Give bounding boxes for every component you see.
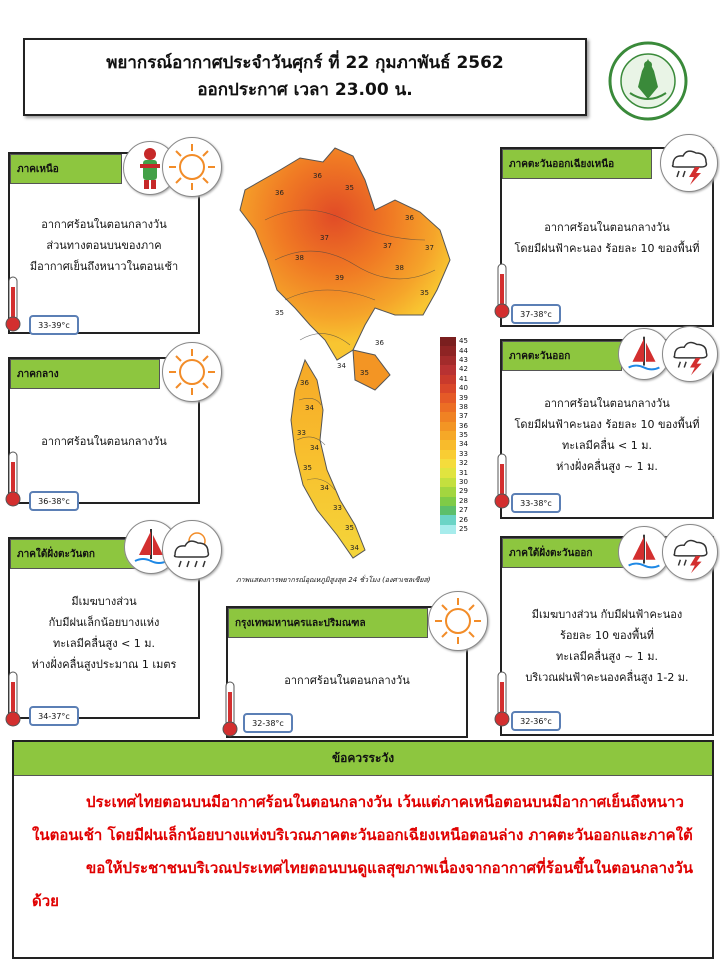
region-text-east <box>502 371 712 477</box>
forecast-line: ทะเลมีคลื่นสูง ~ 1 ม. <box>555 650 659 663</box>
legend-entry <box>440 393 468 402</box>
contour-label: 36 <box>300 379 309 387</box>
forecast-line: มีอากาศเย็นถึงหนาวในตอนเช้า <box>29 260 179 273</box>
legend-label: 34 <box>459 440 468 449</box>
thermometer-icon <box>5 450 21 512</box>
contour-label: 39 <box>335 274 344 282</box>
legend-swatch <box>440 478 456 487</box>
legend-entry <box>440 403 468 412</box>
forecast-line: อากาศร้อนในตอนกลางวัน <box>284 674 410 687</box>
legend-label: 42 <box>459 365 468 374</box>
forecast-title: พยากรณ์อากาศประจำวันศุกร์ ที่ 22 กุมภาพันธ์ 2562 <box>106 53 504 73</box>
legend-entry <box>440 515 468 524</box>
contour-label: 38 <box>395 264 404 272</box>
temp-range-south-west: 34-37°c <box>29 706 79 726</box>
warning-box <box>12 740 714 959</box>
temp-range-north: 33-39°c <box>29 315 79 335</box>
contour-label: 34 <box>310 444 319 452</box>
legend-label: 33 <box>459 449 468 458</box>
forecast-line: โดยมีฝนฟ้าคะนอง ร้อยละ 10 ของพื้นที่ <box>514 418 700 431</box>
legend-label: 40 <box>459 384 468 393</box>
sun-icon <box>162 137 222 197</box>
legend-entry <box>440 412 468 421</box>
legend-swatch <box>440 384 456 393</box>
legend-label: 36 <box>459 421 468 430</box>
forecast-title-box <box>23 38 587 116</box>
thermometer-icon <box>494 262 510 324</box>
forecast-line: ทะเลมีคลื่น < 1 ม. <box>562 439 652 452</box>
contour-label: 37 <box>320 234 329 242</box>
legend-entry <box>440 337 468 346</box>
contour-label: 38 <box>295 254 304 262</box>
legend-swatch <box>440 356 456 365</box>
temperature-legend <box>440 337 468 534</box>
temp-range-east: 33-38°c <box>511 493 561 513</box>
contour-label: 37 <box>383 242 392 250</box>
region-text-north <box>10 184 198 277</box>
legend-label: 41 <box>459 374 468 383</box>
temp-range-south-east: 32-36°c <box>511 711 561 731</box>
forecast-line: อากาศร้อนในตอนกลางวัน <box>41 218 167 231</box>
region-text-south-west <box>10 569 198 675</box>
legend-swatch <box>440 468 456 477</box>
thermometer-icon <box>5 275 21 337</box>
contour-label: 35 <box>345 524 354 532</box>
contour-label: 36 <box>275 189 284 197</box>
legend-entry <box>440 356 468 365</box>
legend-entry <box>440 468 468 477</box>
forecast-line: ส่วนทางตอนบนของภาค <box>46 239 162 252</box>
legend-entry <box>440 346 468 355</box>
legend-entry <box>440 506 468 515</box>
thunderstorm-icon <box>660 134 718 192</box>
legend-swatch <box>440 450 456 459</box>
thunderstorm-icon <box>662 326 718 382</box>
contour-label: 36 <box>405 214 414 222</box>
contour-label: 34 <box>337 362 346 370</box>
legend-label: 35 <box>459 431 468 440</box>
forecast-line: ทะเลมีคลื่นสูง < 1 ม. <box>52 637 156 650</box>
contour-label: 36 <box>313 172 322 180</box>
legend-label: 32 <box>459 459 468 468</box>
legend-entry <box>440 375 468 384</box>
legend-label: 26 <box>459 515 468 524</box>
legend-label: 38 <box>459 402 468 411</box>
temperature-map <box>225 140 475 570</box>
contour-label: 36 <box>375 339 384 347</box>
tmd-logo-icon <box>608 41 688 121</box>
forecast-line: ร้อยละ 10 ของพื้นที่ <box>559 629 655 642</box>
contour-label: 34 <box>305 404 314 412</box>
legend-swatch <box>440 515 456 524</box>
warning-paragraph: ขอให้ประชาชนบริเวณประเทศไทยตอนบนดูแลสุขภาพเนื่องจากอากาศที่ร้อนขึ้นในตอนกลางวันด้วย <box>32 859 694 910</box>
temp-range-bangkok: 32-38°c <box>243 713 293 733</box>
contour-label: 37 <box>425 244 434 252</box>
legend-entry <box>440 440 468 449</box>
contour-label: 35 <box>345 184 354 192</box>
forecast-line: มีเมฆบางส่วน <box>71 595 137 608</box>
region-header-northeast: ภาคตะวันออกเฉียงเหนือ <box>502 149 652 179</box>
legend-label: 29 <box>459 487 468 496</box>
legend-swatch <box>440 487 456 496</box>
forecast-line: ห่างฝั่งคลื่นสูง ~ 1 ม. <box>556 460 658 473</box>
legend-label: 25 <box>459 525 468 533</box>
legend-entry <box>440 431 468 440</box>
cloud-rain-icon <box>162 520 222 580</box>
legend-entry <box>440 450 468 459</box>
legend-label: 39 <box>459 393 468 402</box>
legend-swatch <box>440 440 456 449</box>
legend-swatch <box>440 337 456 346</box>
forecast-line: มีเมฆบางส่วน กับมีฝนฟ้าคะนอง <box>531 608 683 621</box>
contour-label: 35 <box>360 369 369 377</box>
forecast-line: โดยมีฝนฟ้าคะนอง ร้อยละ 10 ของพื้นที่ <box>514 242 700 255</box>
map-caption: ภาพแสดงการพยากรณ์อุณหภูมิสูงสุด 24 ชั่วโมง (องศาเซลเซียส) <box>236 576 431 584</box>
forecast-line: อากาศร้อนในตอนกลางวัน <box>544 397 670 410</box>
legend-label: 37 <box>459 412 468 421</box>
thermometer-icon <box>494 670 510 732</box>
sun-icon <box>162 342 222 402</box>
legend-entry <box>440 422 468 431</box>
warning-paragraph: ประเทศไทยตอนบนมีอากาศร้อนในตอนกลางวัน เว้นแต่ภาคเหนือตอนบนมีอากาศเย็นถึงหนาวในตอนเช้า โดยมีฝนเล็กน้อยบางแห่งบริเวณภาคตะวันออกเฉียงเหนือตอนล่าง ภาคตะวันออกและภาคใต้ <box>32 793 693 844</box>
temp-range-northeast: 37-38°c <box>511 304 561 324</box>
region-header-bangkok: กรุงเทพมหานครและปริมณฑล <box>228 608 428 638</box>
legend-entry <box>440 497 468 506</box>
legend-label: 28 <box>459 496 468 505</box>
legend-swatch <box>440 346 456 355</box>
legend-entry <box>440 478 468 487</box>
warning-header: ข้อควรระวัง <box>14 742 712 776</box>
thunderstorm-icon <box>662 524 718 580</box>
contour-label: 35 <box>275 309 284 317</box>
legend-label: 45 <box>459 337 468 346</box>
contour-label: 35 <box>420 289 429 297</box>
contour-label: 34 <box>320 484 329 492</box>
region-header-south-west: ภาคใต้ฝั่งตะวันตก <box>10 539 160 569</box>
legend-entry <box>440 525 468 534</box>
legend-swatch <box>440 393 456 402</box>
legend-swatch <box>440 497 456 506</box>
warning-text <box>14 776 712 918</box>
legend-label: 44 <box>459 346 468 355</box>
region-header-central: ภาคกลาง <box>10 359 160 389</box>
legend-entry <box>440 384 468 393</box>
sun-icon <box>428 591 488 651</box>
legend-swatch <box>440 375 456 384</box>
region-header-south-east: ภาคใต้ฝั่งตะวันออก <box>502 538 652 568</box>
legend-swatch <box>440 422 456 431</box>
contour-label: 34 <box>350 544 359 552</box>
legend-swatch <box>440 431 456 440</box>
region-text-south-east <box>502 568 712 688</box>
forecast-line: กับมีฝนเล็กน้อยบางแห่ง <box>48 616 160 629</box>
legend-swatch <box>440 506 456 515</box>
forecast-issue-time: ออกประกาศ เวลา 23.00 น. <box>197 80 413 100</box>
forecast-line: บริเวณฝนฟ้าคะนองคลื่นสูง 1-2 ม. <box>525 671 689 684</box>
legend-swatch <box>440 459 456 468</box>
legend-swatch <box>440 365 456 374</box>
legend-entry <box>440 365 468 374</box>
legend-entry <box>440 487 468 496</box>
region-header-east: ภาคตะวันออก <box>502 341 622 371</box>
region-header-north: ภาคเหนือ <box>10 154 122 184</box>
thermometer-icon <box>222 680 238 742</box>
forecast-line: ห่างฝั่งคลื่นสูงประมาณ 1 เมตร <box>31 658 177 671</box>
legend-label: 31 <box>459 468 468 477</box>
temp-range-central: 36-38°c <box>29 491 79 511</box>
legend-swatch <box>440 412 456 421</box>
forecast-line: อากาศร้อนในตอนกลางวัน <box>544 221 670 234</box>
thermometer-icon <box>5 670 21 732</box>
forecast-line: อากาศร้อนในตอนกลางวัน <box>41 435 167 448</box>
contour-label: 33 <box>333 504 342 512</box>
legend-label: 27 <box>459 506 468 515</box>
map-east-region <box>353 350 390 390</box>
legend-swatch <box>440 525 456 534</box>
contour-label: 35 <box>303 464 312 472</box>
legend-label: 30 <box>459 478 468 487</box>
legend-label: 43 <box>459 355 468 364</box>
map-north-region <box>240 148 450 360</box>
legend-swatch <box>440 403 456 412</box>
contour-label: 33 <box>297 429 306 437</box>
thermometer-icon <box>494 452 510 514</box>
legend-entry <box>440 459 468 468</box>
